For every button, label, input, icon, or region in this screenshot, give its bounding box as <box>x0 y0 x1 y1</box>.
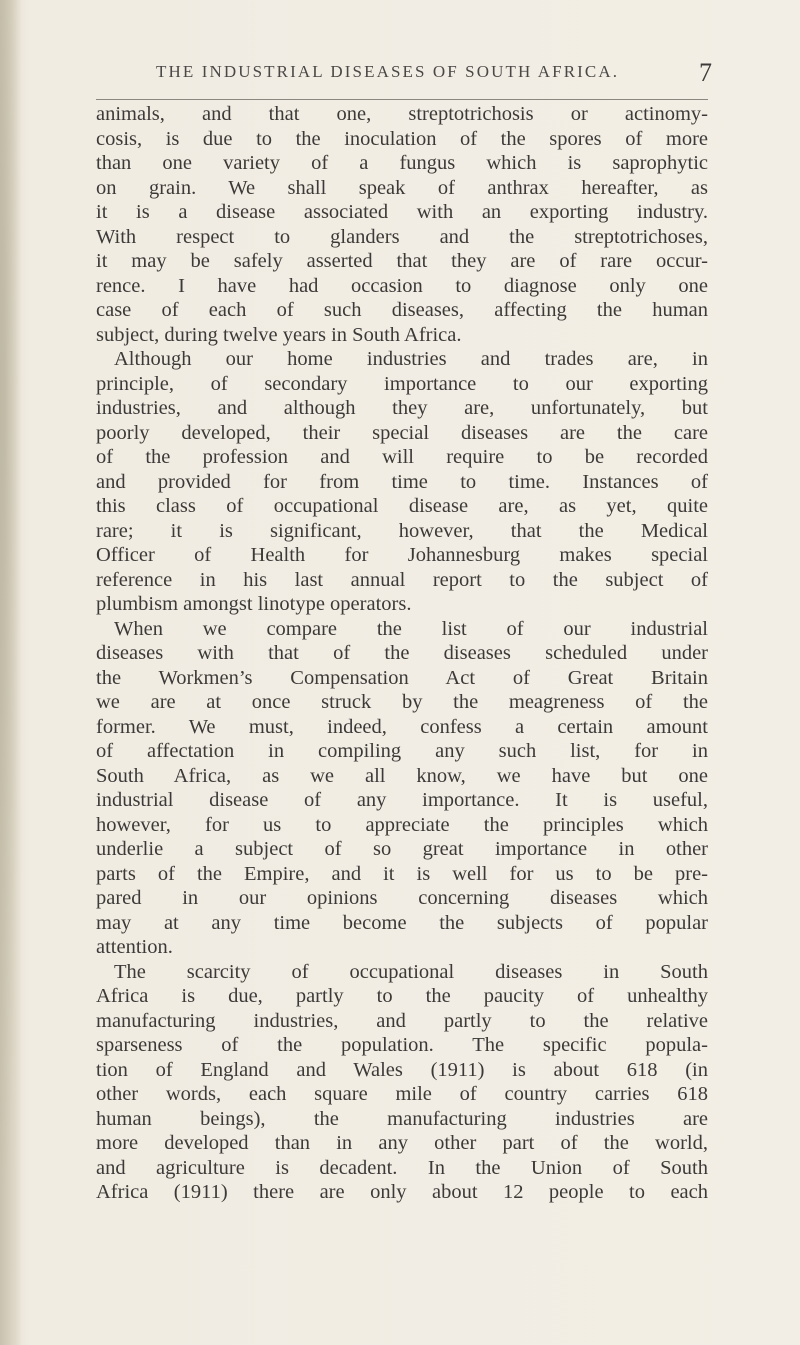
text-line: sparseness of the population. The specific popula- <box>96 1034 708 1056</box>
paragraph <box>96 102 708 347</box>
paragraph <box>96 347 708 617</box>
paragraph <box>96 617 708 960</box>
text-line: more developed than in any other part of the world, <box>96 1132 708 1154</box>
text-line: may at any time become the subjects of popular <box>96 911 708 934</box>
text-line: of affectation in compiling any such list, for in <box>96 740 708 762</box>
text-line: and provided for from time to time. Instances of <box>96 470 708 493</box>
text-line: parts of the Empire, and it is well for us to be pre- <box>96 862 708 885</box>
text-line: it is a disease associated with an exporting industry. <box>96 201 708 223</box>
text-line: rare; it is significant, however, that the Medical <box>96 519 708 542</box>
page-header <box>96 58 720 92</box>
page-gutter <box>0 0 22 1345</box>
text-line: other words, each square mile of country carries 618 <box>96 1083 708 1105</box>
text-line: case of each of such diseases, affecting the human <box>96 299 708 321</box>
text-line: underlie a subject of so great importance in other <box>96 838 708 860</box>
text-line: cosis, is due to the inoculation of the spores of more <box>96 127 708 150</box>
text-line: and agriculture is decadent. In the Union of South <box>96 1156 708 1179</box>
text-line: industrial disease of any importance. It is useful, <box>96 789 708 811</box>
page-number: 7 <box>699 58 712 87</box>
text-line: this class of occupational disease are, as yet, quite <box>96 495 708 517</box>
text-line: Although our home industries and trades are, in <box>114 348 708 370</box>
text-line: manufacturing industries, and partly to the relative <box>96 1009 708 1032</box>
text-line: rence. I have had occasion to diagnose only one <box>96 274 708 297</box>
text-line: Africa is due, partly to the paucity of unhealthy <box>96 985 708 1007</box>
text-line: former. We must, indeed, confess a certain amount <box>96 715 708 738</box>
text-line: The scarcity of occupational diseases in South <box>114 960 708 983</box>
text-line: poorly developed, their special diseases are the care <box>96 421 708 444</box>
text-line: reference in his last annual report to the subject of <box>96 568 708 591</box>
body-text <box>96 102 708 1205</box>
text-line: human beings), the manufacturing industries are <box>96 1107 708 1130</box>
text-line: it may be safely asserted that they are of rare occur- <box>96 250 708 272</box>
text-line: diseases with that of the diseases scheduled under <box>96 642 708 664</box>
running-head: THE INDUSTRIAL DISEASES OF SOUTH AFRICA. <box>156 62 620 81</box>
text-line: on grain. We shall speak of anthrax hereafter, as <box>96 176 708 199</box>
text-line: animals, and that one, streptotrichosis or actinomy- <box>96 103 708 125</box>
text-line: we are at once struck by the meagreness of the <box>96 691 708 713</box>
text-line: subject, during twelve years in South Africa. <box>96 323 462 346</box>
text-line: the Workmen’s Compensation Act of Great Britain <box>96 666 708 689</box>
text-line: With respect to glanders and the streptotrichoses, <box>96 225 708 248</box>
text-line: principle, of secondary importance to our exporting <box>96 372 708 395</box>
text-line: industries, and although they are, unfortunately, but <box>96 397 708 419</box>
text-line: Africa (1911) there are only about 12 people to each <box>96 1181 708 1203</box>
text-line: pared in our opinions concerning diseases which <box>96 887 708 909</box>
paragraph <box>96 960 708 1205</box>
text-line: Officer of Health for Johannesburg makes special <box>96 544 708 566</box>
text-line: of the profession and will require to be recorded <box>96 446 708 468</box>
text-line: When we compare the list of our industrial <box>114 617 708 640</box>
text-line: plumbism amongst linotype operators. <box>96 593 412 615</box>
text-line: South Africa, as we all know, we have but one <box>96 764 708 787</box>
text-line: attention. <box>96 936 173 958</box>
header-rule <box>96 99 708 100</box>
text-line: tion of England and Wales (1911) is about 618 (in <box>96 1058 708 1081</box>
text-line: however, for us to appreciate the principles which <box>96 813 708 836</box>
text-line: than one variety of a fungus which is saprophytic <box>96 152 708 174</box>
